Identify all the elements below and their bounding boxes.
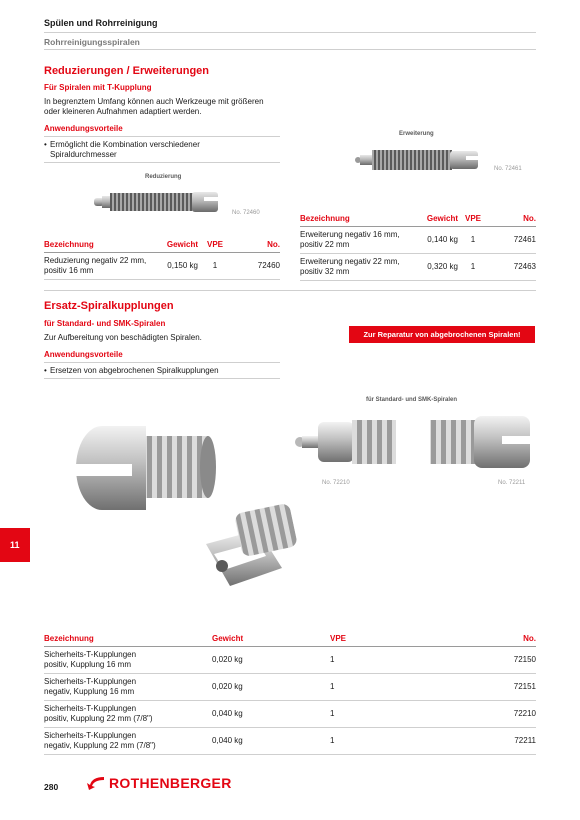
brand-arrow-icon [86, 775, 106, 791]
divider [44, 162, 280, 163]
table-cell-number: 72463 [488, 254, 536, 281]
column-header: Bezeichnung [44, 240, 148, 253]
table-header-row [300, 214, 536, 227]
column-header: VPE [330, 634, 430, 647]
table-cell-weight: 0,140 kg [408, 227, 458, 254]
column-header: No. [430, 634, 536, 647]
section-subheading: für Standard- und SMK-Spiralen [44, 319, 166, 328]
table-cell-vpe: 1 [330, 728, 430, 755]
section-subheading: Für Spiralen mit T-Kupplung [44, 83, 152, 92]
chapter-tab: 11 [0, 528, 30, 562]
section-heading-ersatz: Ersatz-Spiralkupplungen [44, 300, 174, 312]
benefit-item: • Ersetzen von abgebrochenen Spiralkupplungen [50, 366, 219, 376]
table-row [44, 701, 536, 728]
page-number: 280 [44, 782, 59, 792]
table-cell-description: Sicherheits-T-Kupplungen negativ, Kupplung 16 mm [44, 674, 212, 701]
column-header: VPE [198, 240, 232, 253]
coupling-image-large [62, 408, 232, 518]
table-cell-description: Erweiterung negativ 16 mm, positiv 22 mm [300, 227, 408, 254]
brand-wordmark: ROTHENBERGER [109, 775, 232, 791]
table-cell-description: Sicherheits-T-Kupplungen positiv, Kupplung 16 mm [44, 647, 212, 674]
column-header: Bezeichnung [300, 214, 408, 227]
table-row [300, 227, 536, 254]
image-caption: Erweiterung [399, 131, 434, 137]
coupling-table [44, 634, 536, 755]
header-divider [44, 32, 536, 33]
table-row [44, 728, 536, 755]
table-cell-description: Sicherheits-T-Kupplungen positiv, Kupplung 22 mm (7/8") [44, 701, 212, 728]
benefits-heading: Anwendungsvorteile [44, 124, 123, 133]
table-cell-weight: 0,040 kg [212, 701, 330, 728]
column-header: Gewicht [408, 214, 458, 227]
table-row [300, 254, 536, 281]
section-heading-reduzierungen: Reduzierungen / Erweiterungen [44, 65, 210, 77]
table-cell-vpe: 1 [330, 701, 430, 728]
section-divider [44, 290, 536, 291]
table-cell-weight: 0,320 kg [408, 254, 458, 281]
table-cell-vpe: 1 [198, 253, 232, 280]
table-row [44, 674, 536, 701]
reduzierung-table [44, 240, 280, 280]
column-header: Bezeichnung [44, 634, 212, 647]
coupling-image-angled [194, 504, 304, 604]
divider [44, 362, 280, 363]
article-number-label: No. 72460 [232, 210, 260, 216]
page-header-subtitle: Rohrreinigungsspiralen [44, 37, 140, 47]
table-cell-weight: 0,150 kg [148, 253, 198, 280]
table-row [44, 647, 536, 674]
table-cell-number: 72210 [430, 701, 536, 728]
table-row [44, 253, 280, 280]
repair-badge: Zur Reparatur von abgebrochenen Spiralen! [349, 326, 535, 343]
column-header: Gewicht [148, 240, 198, 253]
divider [44, 136, 280, 137]
table-cell-weight: 0,040 kg [212, 728, 330, 755]
column-header: No. [488, 214, 536, 227]
brand-logo [86, 775, 232, 791]
table-cell-description: Sicherheits-T-Kupplungen negativ, Kupplung 22 mm (7/8") [44, 728, 212, 755]
article-number-label: No. 72461 [494, 166, 522, 172]
table-cell-number: 72150 [430, 647, 536, 674]
page-header-title: Spülen und Rohrreinigung [44, 18, 158, 28]
coupling-image-72211 [426, 410, 538, 474]
table-cell-description: Erweiterung negativ 22 mm, positiv 32 mm [300, 254, 408, 281]
article-number-label: No. 72210 [322, 480, 350, 486]
column-header: VPE [458, 214, 488, 227]
table-cell-number: 72151 [430, 674, 536, 701]
section-description: Zur Aufbereitung von beschädigten Spiralen. [44, 333, 202, 342]
table-cell-number: 72461 [488, 227, 536, 254]
table-cell-number: 72460 [232, 253, 280, 280]
table-cell-vpe: 1 [458, 227, 488, 254]
section-description: In begrenztem Umfang können auch Werkzeuge mit größeren oder kleineren Aufnahmen adaptiert werden. [44, 97, 264, 116]
table-cell-description: Reduzierung negativ 22 mm, positiv 16 mm [44, 253, 148, 280]
table-header-row [44, 240, 280, 253]
table-cell-weight: 0,020 kg [212, 647, 330, 674]
table-cell-vpe: 1 [330, 674, 430, 701]
column-header: No. [232, 240, 280, 253]
image-caption: Reduzierung [145, 174, 182, 180]
table-cell-vpe: 1 [330, 647, 430, 674]
table-cell-number: 72211 [430, 728, 536, 755]
article-number-label: No. 72211 [498, 480, 526, 486]
coupling-image-72210 [292, 410, 404, 474]
table-cell-vpe: 1 [458, 254, 488, 281]
column-header: Gewicht [212, 634, 330, 647]
erweiterung-image [352, 143, 492, 177]
header-divider [44, 49, 536, 50]
erweiterung-table [300, 214, 536, 281]
image-caption: für Standard- und SMK-Spiralen [366, 397, 458, 403]
table-cell-weight: 0,020 kg [212, 674, 330, 701]
divider [44, 378, 280, 379]
benefits-heading: Anwendungsvorteile [44, 350, 123, 359]
reduzierung-image [92, 186, 232, 216]
table-header-row [44, 634, 536, 647]
benefit-item: • Ermöglicht die Kombination verschiedener Spiraldurchmesser [50, 140, 200, 160]
